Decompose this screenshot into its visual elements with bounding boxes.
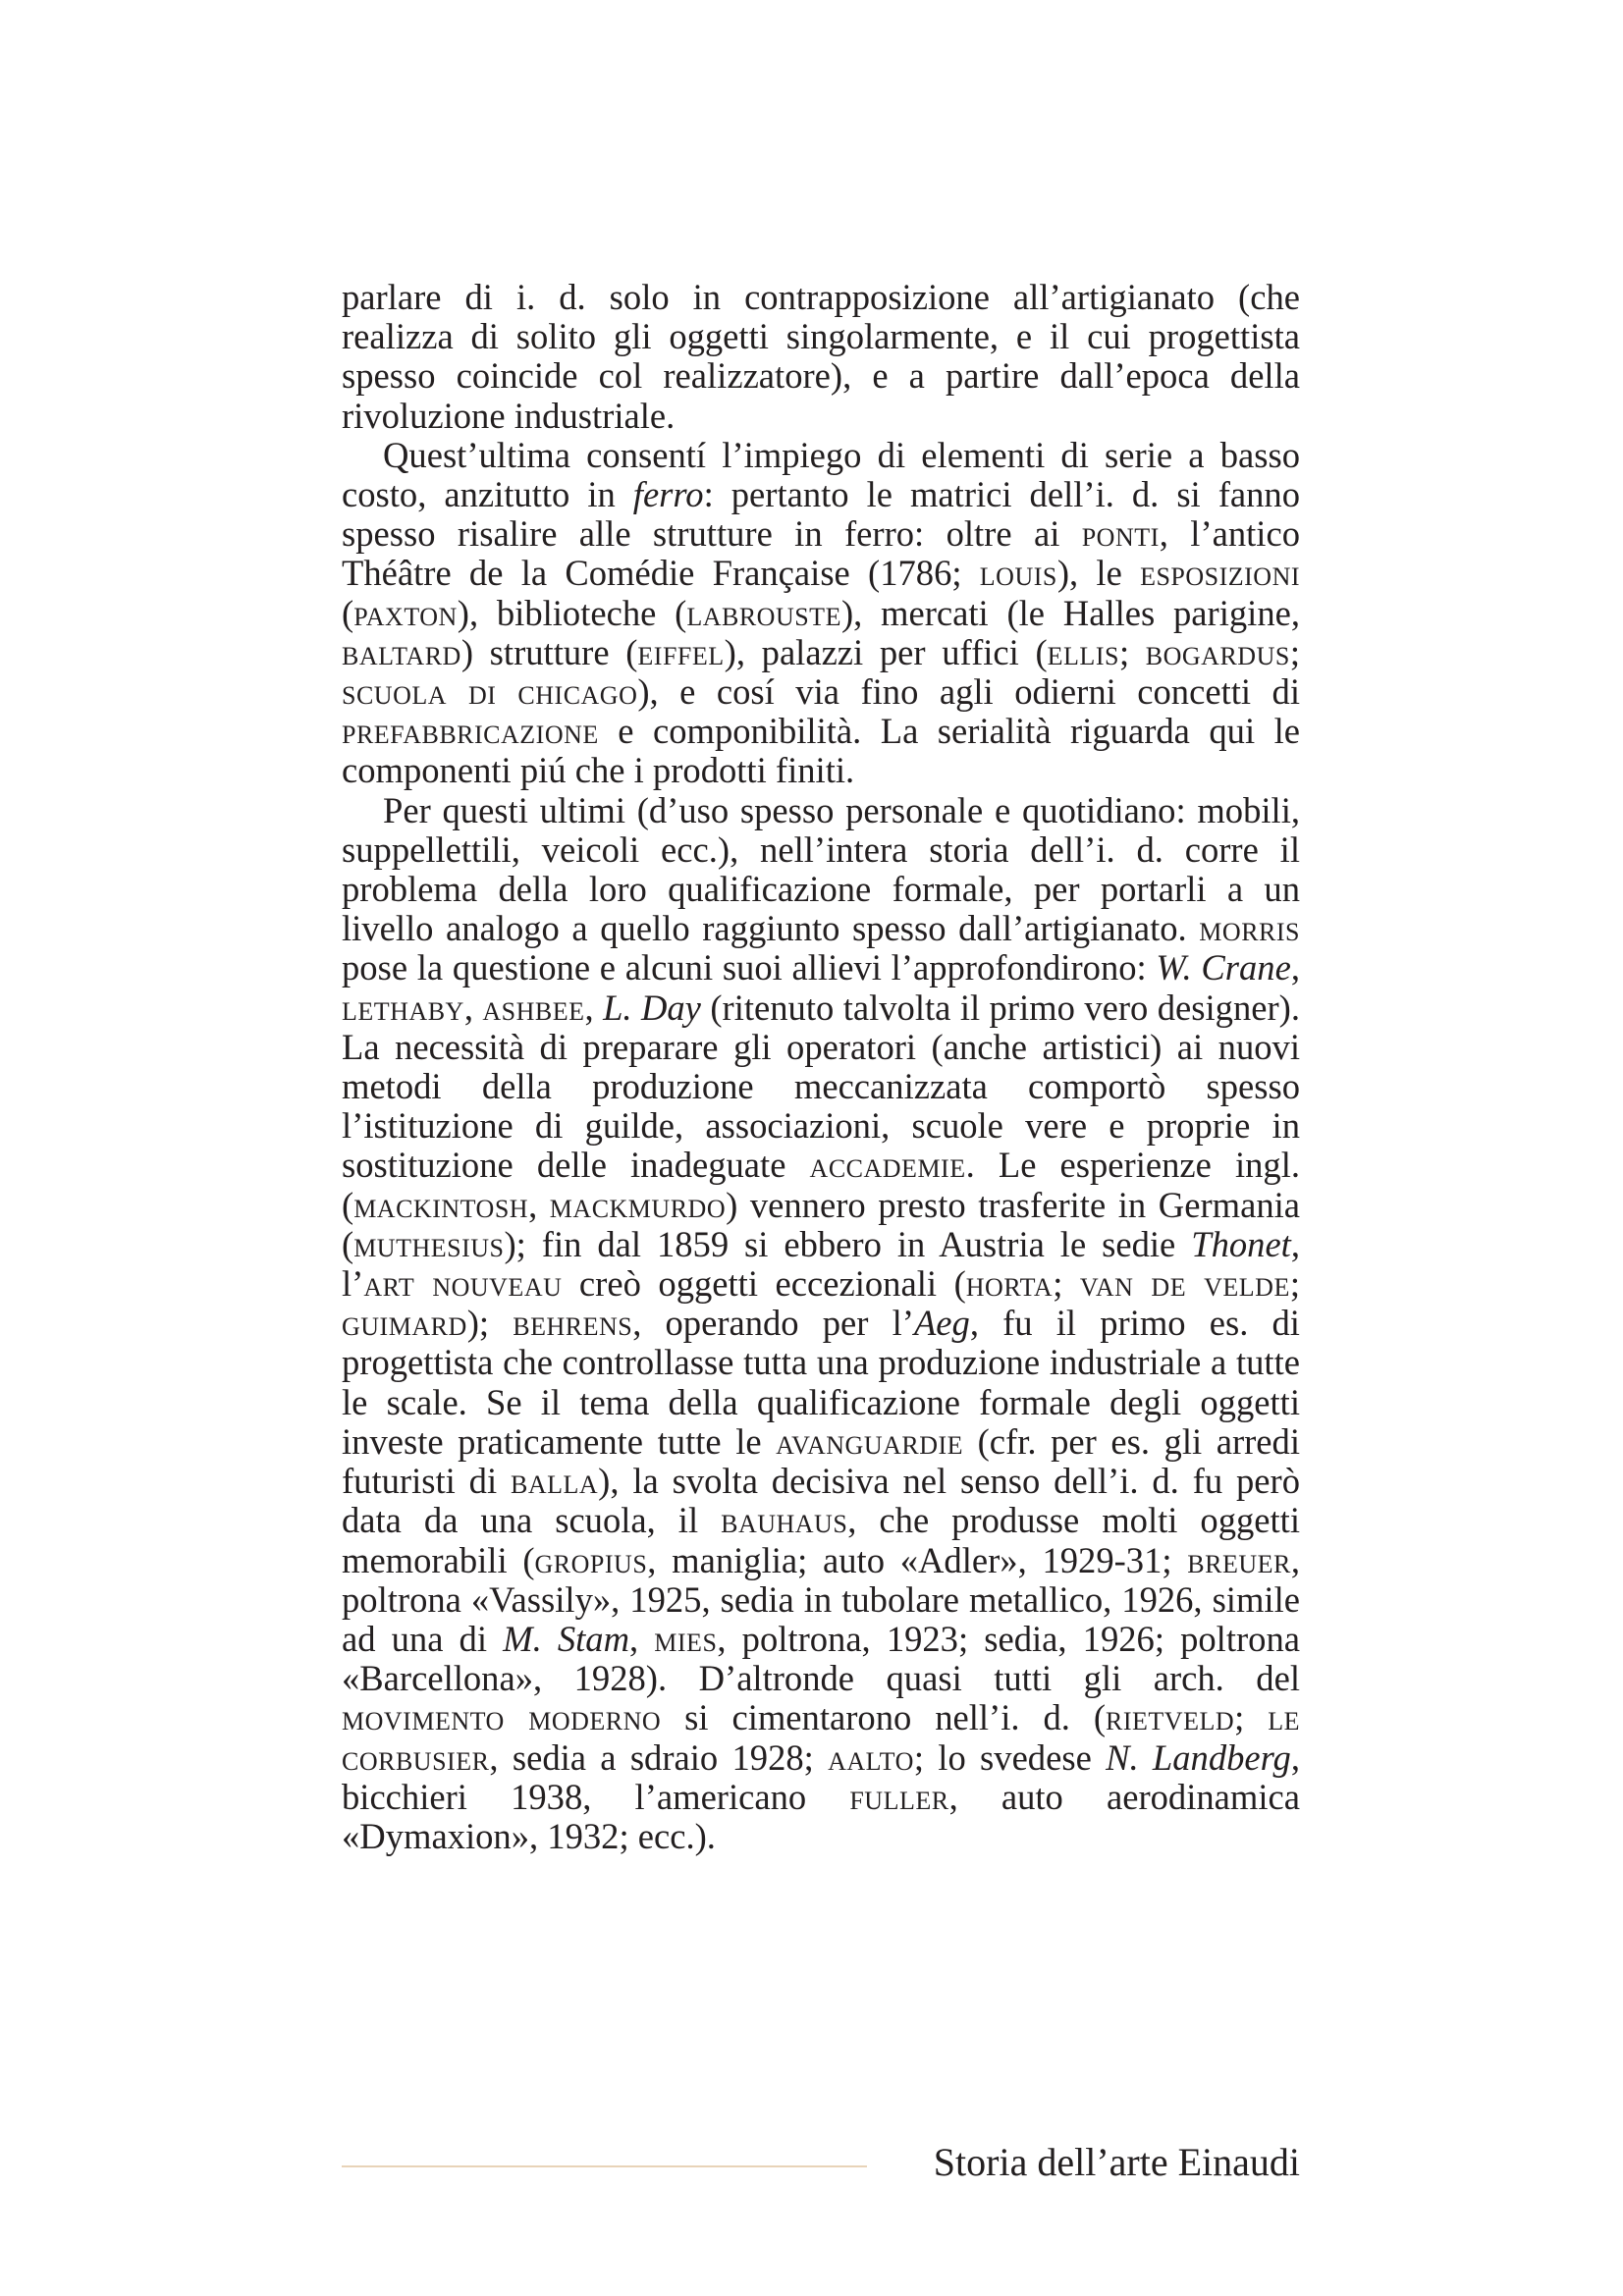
paragraph [342, 791, 1300, 1856]
text-run: , auto aerodinamica «Dymaxion», 1932; ecc.). [342, 1776, 1300, 1856]
small-caps-reference: ellis [1047, 631, 1119, 672]
paragraph [342, 436, 1300, 791]
text-run: ; [1118, 631, 1146, 672]
text-run: Per questi ultimi (d’uso spesso personale e quotidiano: mobili, suppellettili, veicoli ecc.), nell’intera storia dell’i. d. corre il problema della loro qualificazione formale, per portarli a un livello analogo a quello raggiunto spesso dall’artigianato. [342, 789, 1300, 949]
text-run: ; [1289, 1263, 1301, 1305]
text-run: ) strutture ( [460, 631, 638, 672]
paragraph [342, 278, 1300, 436]
text-run: , poltrona «Vassily», 1925, sedia in tubolare metallico, 1926, simile ad una di [342, 1539, 1300, 1659]
italic-term: Aeg [913, 1303, 970, 1344]
text-run: ; [1289, 631, 1300, 672]
small-caps-reference: paxton [353, 592, 458, 633]
small-caps-reference: ponti [1081, 513, 1160, 555]
text-run: , poltrona, 1923; sedia, 1926; poltrona «Barcellona», 1928). D’altronde quasi tutti gli arch. del [342, 1618, 1300, 1699]
footer-title: Storia dell’arte Einaudi [933, 2140, 1300, 2184]
small-caps-reference: esposizioni [1140, 553, 1301, 594]
small-caps-reference: gropius [534, 1539, 648, 1580]
text-run: ); fin dal 1859 si ebbero in Austria le sedie [504, 1223, 1192, 1264]
text-run: ); [466, 1303, 514, 1344]
small-caps-reference: fuller [849, 1776, 949, 1817]
small-caps-reference: eiffel [637, 631, 725, 672]
small-caps-reference: muthesius [353, 1223, 505, 1264]
text-run: creò oggetti eccezionali ( [562, 1263, 966, 1305]
small-caps-reference: mies [654, 1618, 718, 1659]
text-run: ), e cosí via fino agli odierni concetti di [637, 671, 1300, 713]
small-caps-reference: louis [979, 553, 1057, 594]
text-run: , sedia a sdraio 1928; [489, 1736, 829, 1778]
small-caps-reference: lethaby [342, 987, 464, 1028]
text-run: ), la svolta decisiva nel senso dell’i. d. fu però data da una scuola, il [342, 1461, 1300, 1541]
text-run: ; lo svedese [913, 1736, 1107, 1778]
text-run: , che produsse molti oggetti memorabili ( [342, 1500, 1301, 1580]
small-caps-reference: guimard [342, 1303, 467, 1344]
italic-term: W. Crane [1156, 947, 1291, 988]
small-caps-reference: le corbusier [342, 1697, 1300, 1778]
small-caps-reference: aalto [828, 1736, 914, 1778]
text-run: Quest’ultima consentí l’impiego di elementi di serie a basso costo, anzitutto in [342, 434, 1300, 515]
body-text [342, 278, 1300, 1856]
small-caps-reference: scuola di chicago [342, 671, 638, 713]
small-caps-reference: movimento moderno [342, 1697, 662, 1738]
text-run: parlare di i. d. solo in contrapposizione all’artigianato (che realizza di solito gli oggetti singolarmente, e il cui progettista spesso coincide col realizzatore), e a partire dall’epoca della rivoluzione industriale. [342, 277, 1300, 436]
small-caps-reference: labrouste [686, 592, 841, 633]
small-caps-reference: bogardus [1145, 631, 1290, 672]
text-run: pose la questione e alcuni suoi allievi l’approfondirono: [342, 947, 1157, 988]
small-caps-reference: baltard [342, 631, 461, 672]
footer-rule [342, 2165, 867, 2167]
small-caps-reference: mackintosh [353, 1184, 529, 1225]
text-run: , fu il primo es. di progettista che controllasse tutta una produzione industriale a tutte le scale. Se il tema della qualificazione formale degli oggetti investe praticamente tutte le [342, 1303, 1300, 1462]
small-caps-reference: van de velde [1079, 1263, 1290, 1305]
small-caps-reference: behrens [513, 1303, 633, 1344]
italic-term: ferro [632, 474, 704, 515]
text-run: , l’antico Théâtre de la Comédie Française (1786; [342, 513, 1300, 594]
italic-term: M. Stam [503, 1618, 630, 1659]
text-run: ), palazzi per uffici ( [724, 631, 1048, 672]
small-caps-reference: avanguardie [776, 1420, 964, 1462]
text-run: (cfr. per es. gli arredi futuristi di [342, 1420, 1300, 1502]
italic-term: L. Day [603, 987, 701, 1028]
text-run: , [629, 1618, 655, 1659]
italic-term: N. Landberg [1106, 1736, 1291, 1778]
text-run: e componibilità. La serialità riguarda qui le componenti piú che i prodotti finiti. [342, 711, 1300, 791]
text-run: , operando per l’ [632, 1303, 914, 1344]
small-caps-reference: horta [965, 1263, 1054, 1305]
italic-term: Thonet [1191, 1223, 1291, 1264]
text-run: ), mercati (le Halles parigine, [840, 592, 1300, 633]
text-run: si cimentarono nell’i. d. ( [661, 1697, 1107, 1738]
text-run: , [584, 987, 604, 1028]
text-run: ( [342, 592, 354, 633]
small-caps-reference: ashbee [482, 987, 585, 1028]
text-run: : pertanto le matrici dell’i. d. si fanno spesso risalire alle strutture in ferro: oltre ai [342, 474, 1300, 555]
small-caps-reference: rietveld [1106, 1697, 1235, 1738]
text-run: , l’ [342, 1223, 1300, 1305]
text-run: ), biblioteche ( [457, 592, 687, 633]
text-run: . Le esperienze ingl. ( [342, 1145, 1300, 1225]
text-run: ) vennero presto trasferite in Germania ( [342, 1184, 1300, 1264]
small-caps-reference: morris [1199, 908, 1300, 949]
small-caps-reference: prefabbricazione [342, 711, 599, 752]
text-run: ), le [1056, 553, 1141, 594]
small-caps-reference: bauhaus [721, 1500, 848, 1541]
small-caps-reference: balla [510, 1461, 599, 1502]
text-run: ; [1234, 1697, 1269, 1738]
small-caps-reference: art nouveau [363, 1263, 563, 1305]
text-run: , bicchieri 1938, l’americano [342, 1736, 1300, 1817]
small-caps-reference: breuer [1187, 1539, 1291, 1580]
text-run: , [463, 987, 483, 1028]
small-caps-reference: mackmurdo [549, 1184, 727, 1225]
text-run: ; [1053, 1263, 1080, 1305]
text-run: (ritenuto talvolta il primo vero designer). La necessità di preparare gli operatori (anche artistici) ai nuovi metodi della produzione meccanizzata comportò spesso l’istituzione di guilde, associazioni, scuole vere e proprie in sostituzione delle inadeguate [342, 987, 1300, 1186]
small-caps-reference: accademie [809, 1145, 966, 1186]
text-run: , [1290, 947, 1300, 988]
page-footer [342, 2138, 1300, 2187]
text-run: , [528, 1184, 550, 1225]
text-run: , maniglia; auto «Adler», 1929-31; [647, 1539, 1188, 1580]
